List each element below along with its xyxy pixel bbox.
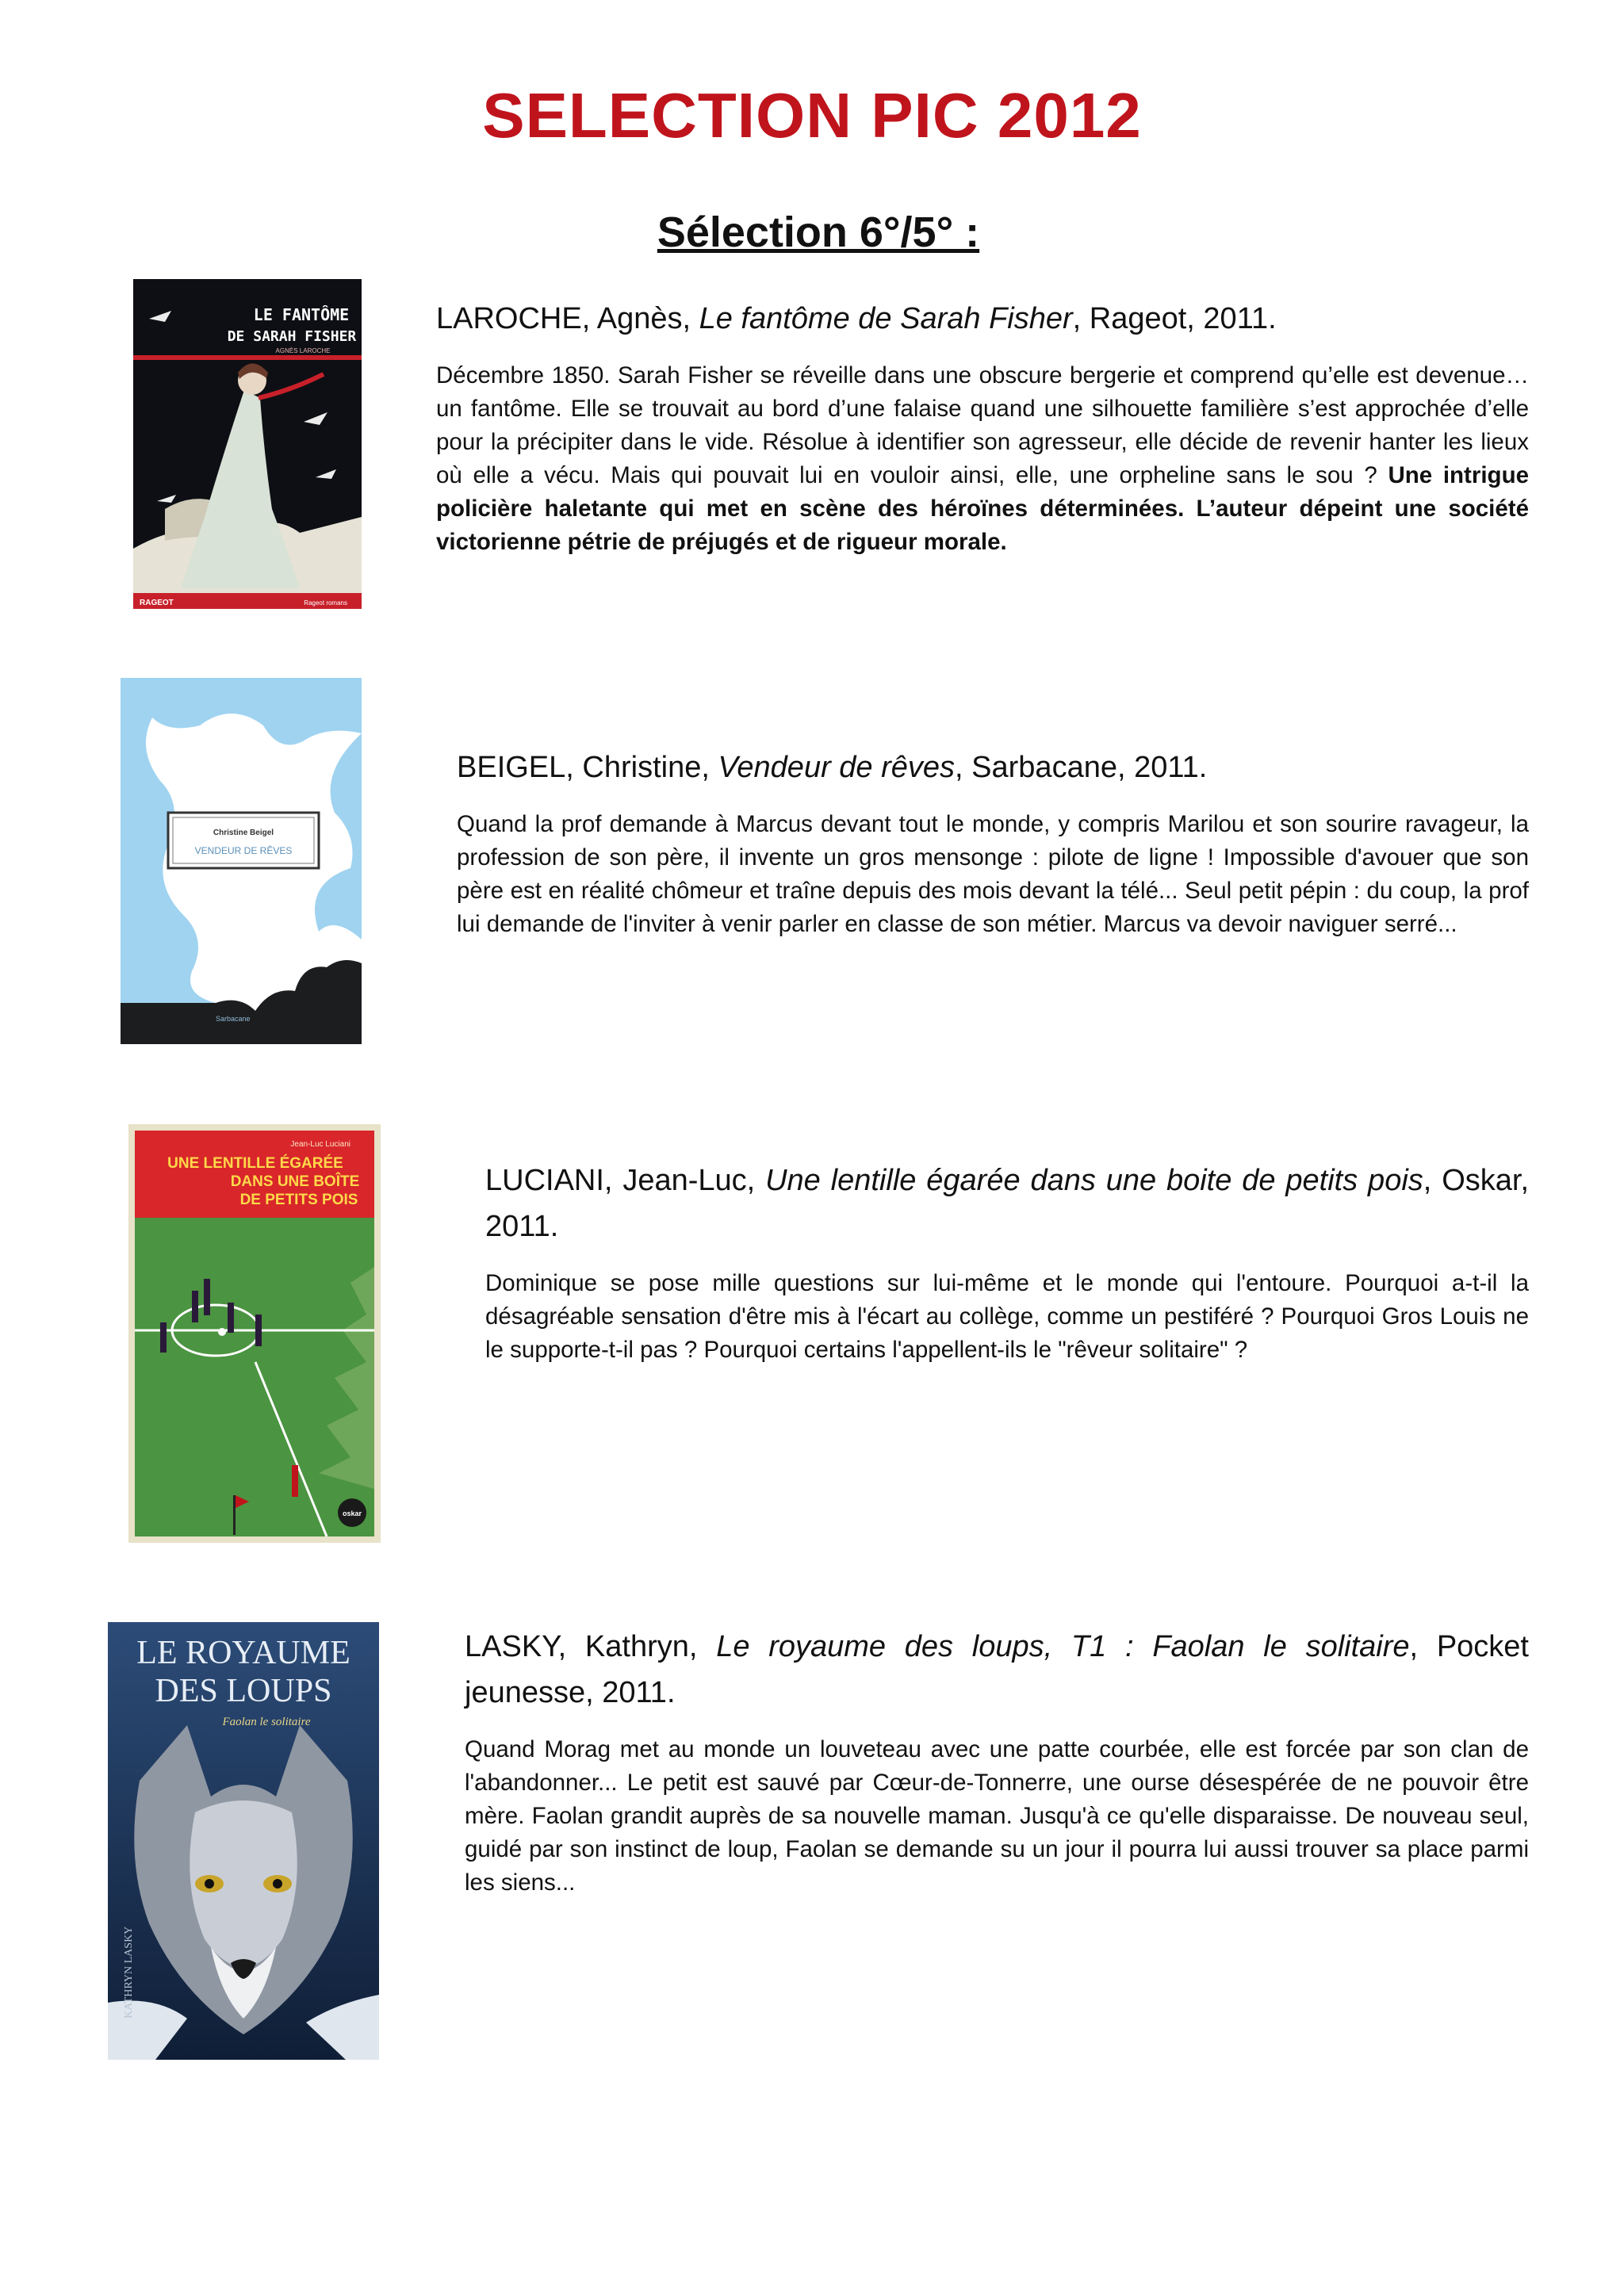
cover-2-author: Christine Beigel: [213, 828, 274, 837]
cover-art-lentille: [128, 1124, 381, 1543]
book-3-title: Une lentille égarée dans une boite de petits pois: [765, 1164, 1423, 1197]
cover-1-series: Rageot romans: [304, 599, 347, 607]
book-4-author: LASKY, Kathryn,: [465, 1630, 717, 1663]
cover-2-publisher: Sarbacane: [216, 1015, 251, 1023]
book-2-reference: [457, 744, 1529, 790]
book-3-summary: Dominique se pose mille questions sur lui-même et le monde qui l'entoure. Pourquoi a-t-il la désagréable sensation d'être mis à l'écart au collège, comme un pestiféré ? Pourquoi Gros Louis ne le supporte-t-il pas ? Pourquoi certains l'appellent-ils le "rêveur solitaire" ?: [485, 1270, 1529, 1363]
cover-4-title-line2: DES LOUPS: [155, 1673, 332, 1709]
book-1-reference: [436, 296, 1529, 342]
cover-2-title: VENDEUR DE RÊVES: [194, 845, 293, 856]
cover-art-fantome: [133, 279, 362, 609]
cover-3-publisher: oskar: [342, 1510, 362, 1517]
book-2-author: BEIGEL, Christine,: [457, 751, 718, 784]
cover-1-title-line1: LE FANTÔME: [253, 305, 350, 324]
book-1-summary: Décembre 1850. Sarah Fisher se réveille dans une obscure bergerie et comprend qu’elle est devenue… un fantôme. Elle se trouvait au bord d’une falaise quand une silhouette familière s’est approchée d’elle pour la précipiter dans le vide. Résolue à identifier son agresseur, elle décide de revenir hanter les lieux où elle a vécu. Mais qui pouvait lui en vouloir ainsi, elle, une orpheline sans le sou ? Une intrigue policière haletante qui met en scène des héroïnes déterminées. L’auteur dépeint une société victorienne pétrie de préjugés et de rigueur morale.: [436, 362, 1529, 555]
book-1-summary-bold: Une intrigue policière haletante qui met en scène des héroïnes déterminées. L’auteur dépeint une société victorienne pétrie de préjugés et de rigueur morale.: [436, 462, 1529, 555]
book-4-title: Le royaume des loups, T1 : Faolan le solitaire: [716, 1630, 1410, 1663]
book-3-author: LUCIANI, Jean-Luc,: [485, 1164, 766, 1197]
cover-art-vendeur: [121, 678, 362, 1044]
cover-3-title-line3: DE PETITS POIS: [239, 1192, 358, 1208]
cover-3-author: Jean-Luc Luciani: [290, 1140, 350, 1149]
book-entry-3: [485, 1158, 1529, 1367]
cover-4-subtitle: Faolan le solitaire: [222, 1716, 311, 1728]
cover-1-title-line2: DE SARAH FISHER: [227, 328, 357, 345]
book-entry-1: [436, 296, 1529, 559]
book-3-reference: [485, 1158, 1529, 1249]
cover-4-author: KATHRYN LASKY: [123, 1926, 135, 2019]
cover-3-title-line2: DANS UNE BOÎTE: [230, 1173, 360, 1190]
section-subtitle: Sélection 6°/5° :: [657, 209, 980, 256]
cover-1-publisher: RAGEOT: [140, 599, 174, 607]
book-3-publisher: , Oskar, 2011.: [485, 1164, 1530, 1243]
cover-art-loups: [108, 1622, 379, 2060]
book-1-author: LAROCHE, Agnès,: [436, 302, 699, 335]
cover-1-author: AGNÈS LAROCHE: [275, 347, 331, 354]
page-title: SELECTION PIC 2012: [482, 80, 1142, 151]
book-1-publisher: , Rageot, 2011.: [1072, 302, 1277, 335]
book-2-summary: Quand la prof demande à Marcus devant tout le monde, y compris Marilou et son sourire ravageur, la profession de son père, il invente un gros mensonge : pilote de ligne ! Impossible d'avouer que son père est en réalité chômeur et traîne depuis des mois devant la télé... Seul petit pépin : du coup, la prof lui demande de l'inviter à venir parler en classe de son métier. Marcus va devoir naviguer serré...: [457, 811, 1529, 937]
book-cover-2: [121, 678, 362, 1044]
book-1-title: Le fantôme de Sarah Fisher: [699, 302, 1073, 335]
book-4-reference: [465, 1624, 1529, 1716]
book-cover-1: [133, 279, 362, 609]
book-4-summary: Quand Morag met au monde un louveteau avec une patte courbée, elle est forcée par son clan de l'abandonner... Le petit est sauvé par Cœur-de-Tonnerre, une ourse désespérée de ne pouvoir être mère. Faolan grandit auprès de sa nouvelle maman. Jusqu'à ce qu'elle disparaisse. De nouveau seul, guidé par son instinct de loup, Faolan se demande su un jour il pourra lui aussi trouver sa place parmi les siens...: [465, 1736, 1529, 1896]
book-entry-4: [465, 1624, 1529, 1900]
book-2-publisher: , Sarbacane, 2011.: [955, 751, 1208, 784]
book-4-publisher: , Pocket jeunesse, 2011.: [465, 1630, 1529, 1709]
book-entry-2: [457, 744, 1529, 941]
book-2-title: Vendeur de rêves: [718, 751, 956, 784]
book-cover-3: [128, 1124, 381, 1543]
cover-4-title-line1: LE ROYAUME: [136, 1635, 350, 1671]
cover-3-title-line1: UNE LENTILLE ÉGARÉE: [167, 1155, 343, 1172]
book-cover-4: [108, 1622, 379, 2060]
